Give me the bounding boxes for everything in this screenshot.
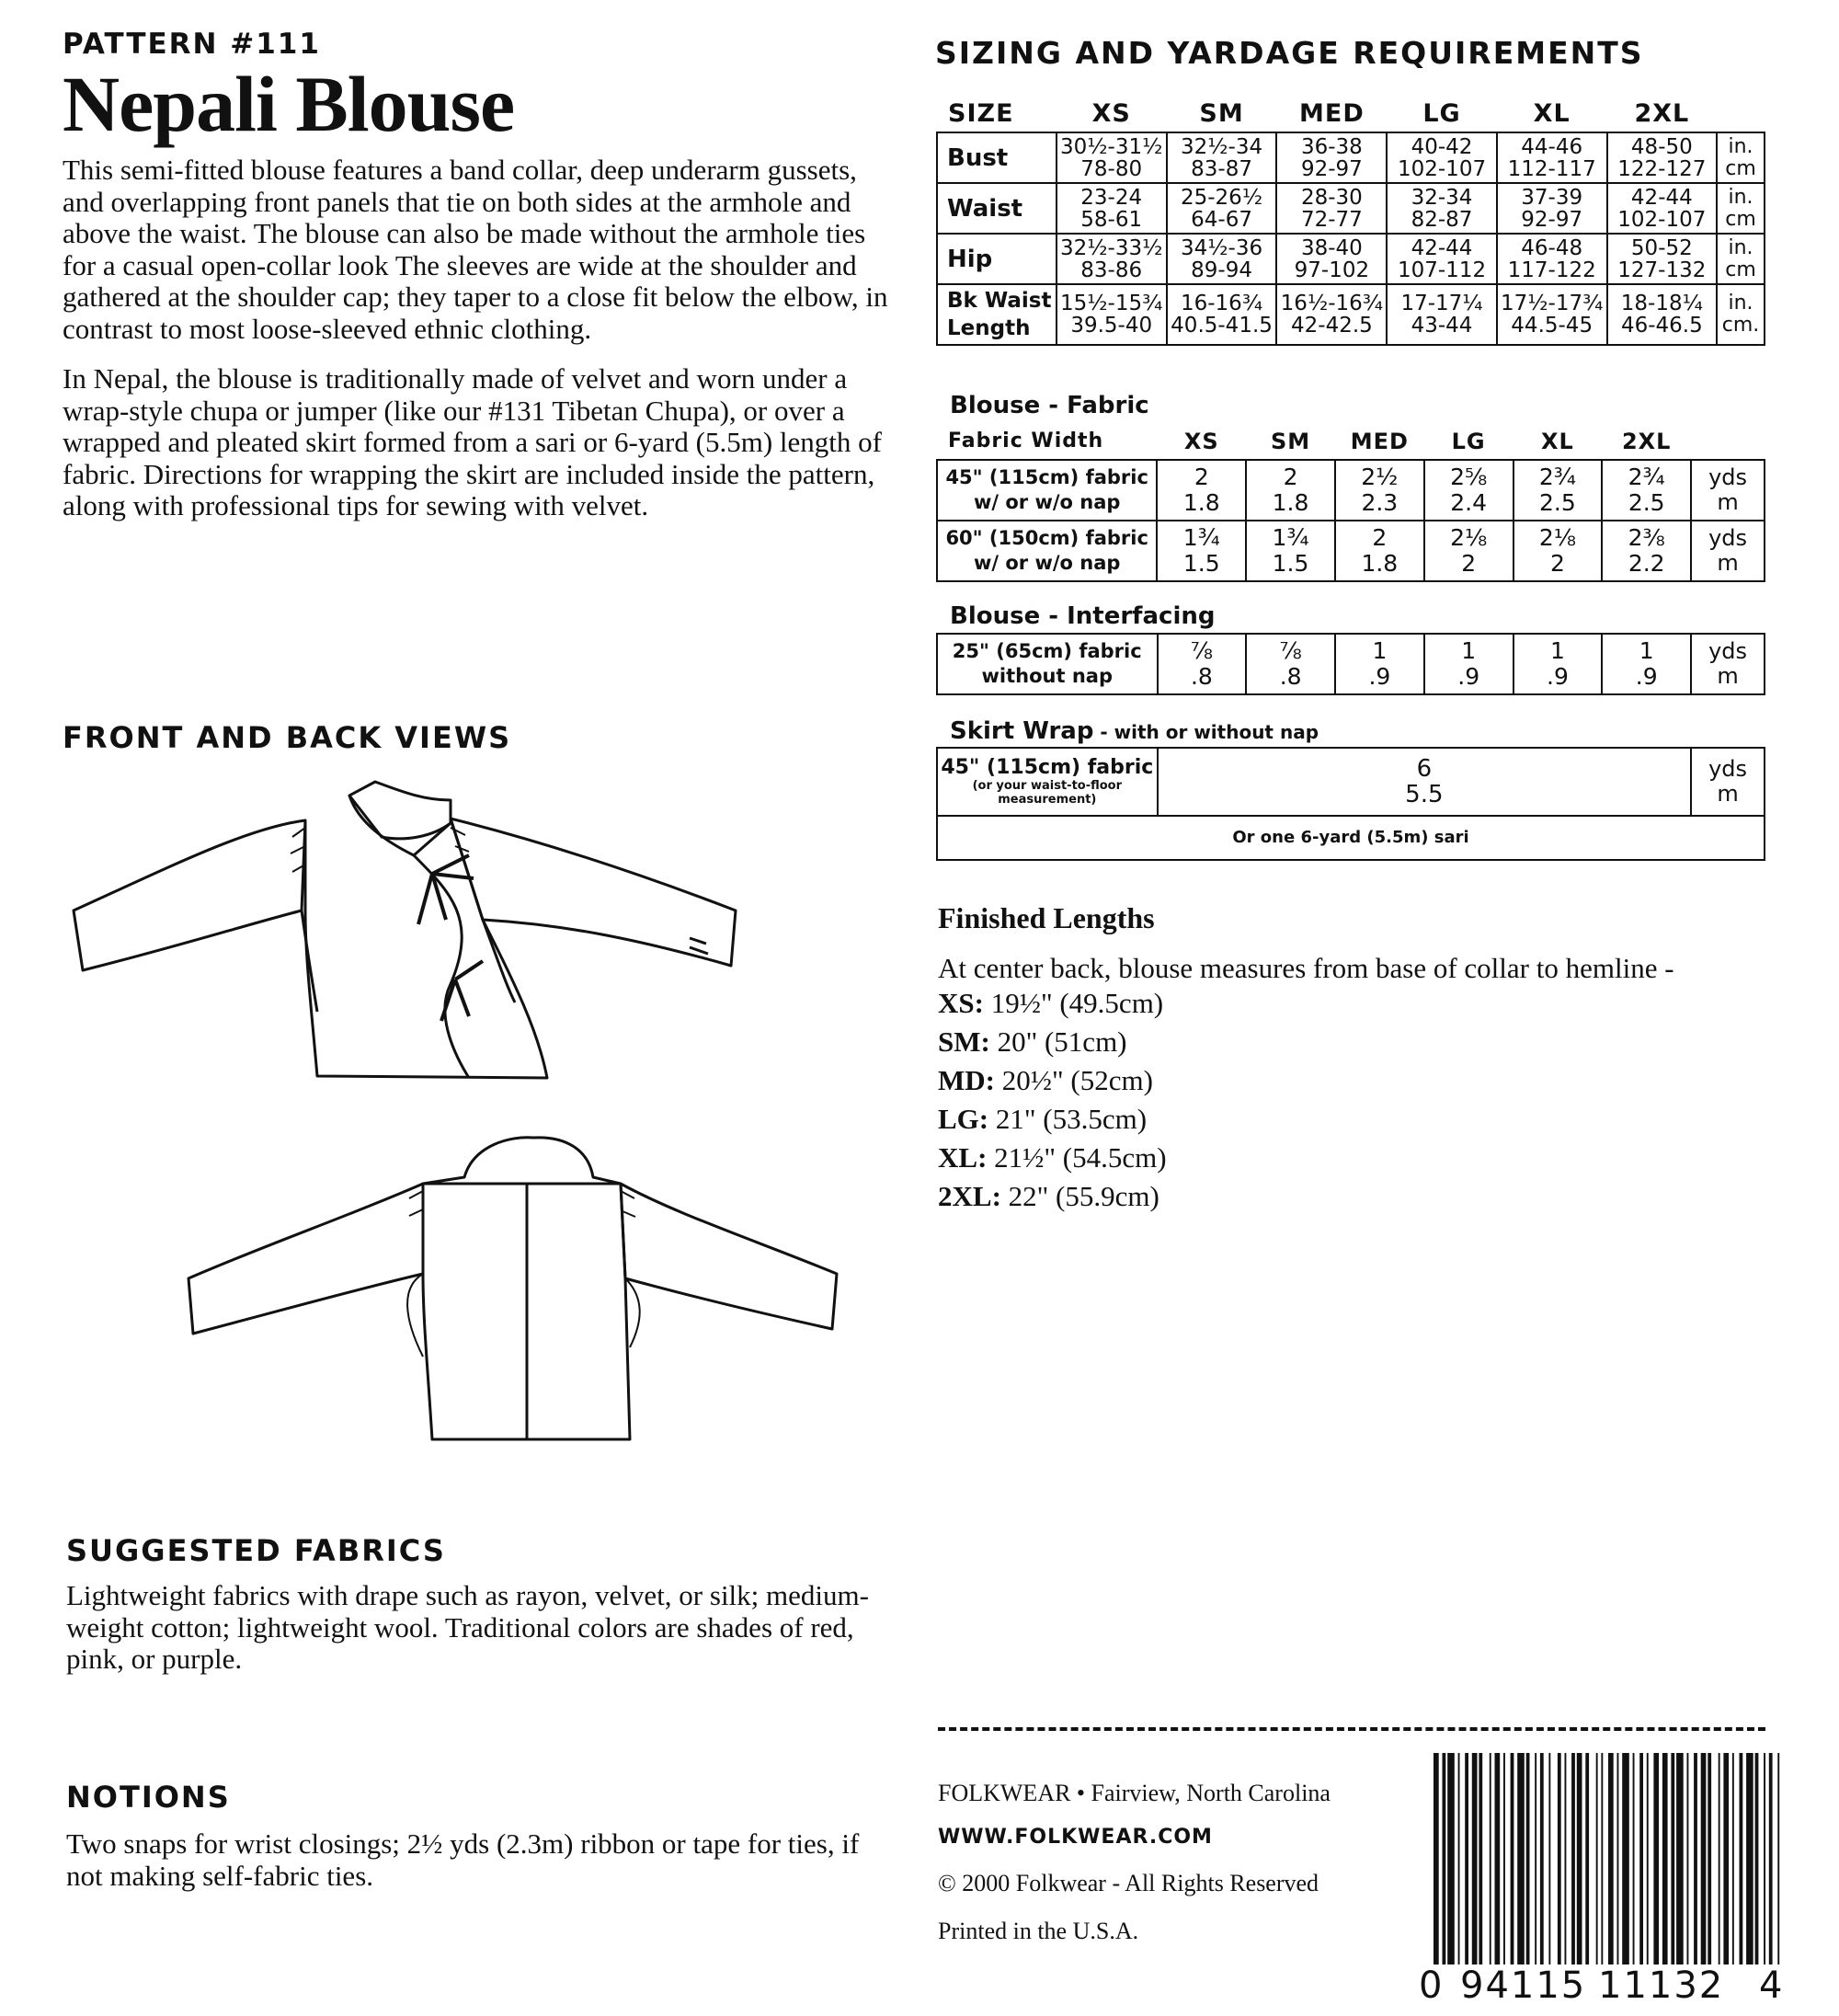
barcode-bar [1639,1753,1643,1964]
cell-line-1: yds [1708,638,1748,664]
skirt-wrap-value-cell [1158,748,1691,816]
measurement-row [937,132,1765,183]
size-header: MED [1350,428,1409,454]
cell-line-1: 16-16¾ [1180,292,1263,315]
measurement-cell [1167,183,1277,234]
barcode-bar [1535,1753,1536,1964]
barcode-bar [1622,1753,1629,1964]
cell-line-1: 32½-34 [1180,134,1263,159]
measurement-cell [1057,234,1167,284]
skirt-wrap-label-cell [937,748,1158,816]
finished-size: MD: [938,1064,995,1096]
size-header: XS [1091,98,1131,128]
skirt-wrap-sub-2: measurement) [998,793,1097,807]
blouse-fabric-heading: Blouse - Fabric [950,392,1149,419]
barcode-bar [1687,1753,1689,1964]
page-title: Nepali Blouse [63,60,515,148]
barcode-bar [1585,1753,1589,1964]
barcode-bar [1633,1753,1635,1964]
barcode-bar [1764,1753,1765,1964]
measurement-cell [1497,234,1607,284]
cell-line-2: 44.5-45 [1511,314,1593,338]
barcode-bar [1647,1753,1649,1964]
barcode-bar [1601,1753,1603,1964]
cell-line-2: 107-112 [1397,258,1487,282]
skirt-wrap-m: 5.5 [1405,781,1444,808]
cell-line-2: 112-117 [1507,156,1596,181]
barcode-bar [1447,1753,1455,1964]
cell-line-2: 102-107 [1617,207,1707,232]
interfacing-table [936,633,1765,695]
measurement-row [937,284,1765,345]
barcode-bar [1676,1753,1684,1964]
measurement-cell [1387,183,1496,234]
cell-line-2: 46-46.5 [1620,314,1703,338]
yardage-cell [1246,634,1335,694]
finished-length-row [938,984,1765,1023]
cell-line-1: 32½-33½ [1059,235,1163,260]
blouse-fabric-table [936,423,1765,582]
measurement-cell [1607,234,1717,284]
cell-line-1: 1¾ [1182,524,1220,551]
cell-line-1: 2¾ [1538,464,1576,490]
cell-line-2: 1.8 [1272,489,1309,516]
cell-line-1: 2⅜ [1628,524,1665,551]
barcode-bar [1517,1753,1525,1964]
measurement-cell [1167,284,1277,345]
yardage-cell [1424,521,1513,581]
cell-line-2: 2.4 [1450,489,1488,516]
size-header: SM [1199,98,1244,128]
cell-line-1: 1 [1372,637,1388,664]
unit-cell [1717,284,1765,345]
fabric-header-row [937,423,1765,460]
cell-line-1: 17-17¼ [1400,292,1483,315]
description-paragraph: This semi-fitted blouse features a band collar, deep underarm gussets, and overlapping front panels that tie on both sides at the armhole and above the waist. The blouse can also be made without the armhole ties for a casual open-collar look The sleeves are wide at the shoulder and gathered at the shoulder cap; they taper to a close fit below the elbow, in contrast to most loose-sleeved ethnic clothing. [63,154,888,345]
barcode-bar [1719,1753,1720,1964]
size-header-row [937,96,1765,132]
cell-line-1: 2¾ [1628,464,1665,490]
yardage-cell [1513,521,1603,581]
cell-line-1: ⅞ [1279,637,1302,664]
unit-cell [1717,132,1765,183]
barcode-bar [1495,1753,1501,1964]
measurement-cell [1497,132,1607,183]
yardage-cell [1335,460,1424,521]
finished-length-row [938,1139,1765,1177]
measurement-cell [1497,183,1607,234]
cell-line-1: 34½-36 [1180,235,1263,260]
size-header: 2XL [1621,428,1672,454]
cell-line-1: 2 [1194,464,1209,490]
unit-cell [1691,521,1765,581]
yardage-label-cell [937,521,1157,581]
cell-line-2: 2.5 [1628,489,1665,516]
size-header: SM [1270,428,1311,454]
cell-line-2: 102-107 [1397,156,1487,181]
yardage-cell [1158,634,1247,694]
barcode-bar [1740,1753,1743,1964]
barcode-bar [1694,1753,1697,1964]
barcode-bar [1617,1753,1619,1964]
finished-size: LG: [938,1103,989,1135]
notions-heading: NOTIONS [66,1780,231,1815]
unit-yds: yds [1708,756,1748,782]
size-header: XS [1183,428,1219,454]
cell-line-2: 127-132 [1617,258,1707,282]
cell-line-2: Length [947,316,1031,340]
cell-line-1: 32-34 [1411,185,1473,210]
yardage-cell [1157,521,1246,581]
cell-line-1: 44-46 [1521,134,1583,159]
finished-length-row [938,1177,1765,1216]
yardage-cell [1246,460,1335,521]
barcode-bar [1558,1753,1561,1964]
measurement-label-cell: Waist [937,183,1057,234]
cell-line-1: in. [1728,292,1753,315]
barcode-bar [1596,1753,1598,1964]
barcode-bar [1746,1753,1753,1964]
barcode-bar [1548,1753,1550,1964]
barcode-bar [1540,1753,1544,1964]
skirt-wrap-heading [950,717,1319,745]
skirt-wrap-footer-row [937,816,1765,860]
barcode-bar [1490,1753,1491,1964]
cell-line-1: in. [1728,134,1753,158]
yardage-row [937,460,1765,521]
cell-line-1: ⅞ [1190,637,1213,664]
cell-line-2: .9 [1547,663,1569,690]
finished-length-row [938,1100,1765,1139]
measurement-cell [1276,183,1387,234]
size-header: LG [1422,98,1461,128]
cell-line-1: 30½-31½ [1059,134,1163,159]
body-measurements-table [936,96,1765,346]
cell-line-2: 2 [1461,550,1477,577]
skirt-wrap-sub-1: (or your waist-to-floor [972,779,1123,793]
yardage-cell [1335,634,1424,694]
measurement-cell [1057,284,1167,345]
cell-line-1: 28-30 [1300,185,1363,210]
cell-line-1: 46-48 [1521,235,1583,260]
cell-line-2: 39.5-40 [1070,314,1153,338]
cell-line-1: 2⅛ [1538,524,1576,551]
measurement-cell [1607,183,1717,234]
cell-line-2: 40.5-41.5 [1171,314,1273,338]
finished-intro: At center back, blouse measures from base of collar to hemline - [938,952,1674,984]
cell-line-1: 25" (65cm) fabric [952,640,1142,662]
skirt-wrap-title: Skirt Wrap [950,717,1094,745]
measurement-cell [1276,234,1387,284]
cell-line-2: .9 [1457,663,1480,690]
cell-line-1: 1 [1549,637,1565,664]
cell-line-1: 50-52 [1630,235,1693,260]
measurement-cell [1387,284,1496,345]
unit-cell [1717,183,1765,234]
cell-line-2: 2.2 [1628,550,1665,577]
yardage-label-cell [937,634,1158,694]
views-heading: FRONT AND BACK VIEWS [63,720,512,755]
barcode-bar [1565,1753,1567,1964]
cell-line-1: 42-44 [1411,235,1473,260]
back-view-drawing [179,1127,841,1458]
finished-value: 21" (53.5cm) [988,1103,1148,1135]
unit-cell [1691,460,1765,521]
cell-line-1: 15½-15¾ [1059,292,1163,315]
barcode-bar [1479,1753,1482,1964]
measurement-label-cell: Hip [937,234,1057,284]
barcode [1430,1753,1784,1964]
measurement-cell [1607,284,1717,345]
yardage-cell [1424,460,1513,521]
measurement-cell [1387,234,1496,284]
unit-cell [1717,234,1765,284]
measurement-cell [1497,284,1607,345]
skirt-wrap-row [937,748,1765,816]
skirt-wrap-unit-cell [1691,748,1765,816]
measurement-cell [1057,132,1167,183]
finished-size: XS: [938,987,984,1019]
finished-rows [938,984,1765,1216]
barcode-left-digits: 94115 [1460,1964,1587,2007]
finished-value: 20½" (52cm) [994,1064,1153,1096]
cell-line-2: 92-97 [1521,207,1583,232]
footer-website: WWW.FOLKWEAR.COM [938,1826,1213,1849]
cell-line-2: 64-67 [1191,207,1252,232]
barcode-bar [1526,1753,1530,1964]
cell-line-2: .8 [1279,663,1302,690]
cell-line-1: 48-50 [1630,134,1693,159]
yardage-cell [1513,460,1603,521]
cell-line-2: w/ or w/o nap [973,552,1121,574]
barcode-bar [1769,1753,1773,1964]
cell-line-2: 1.5 [1182,550,1220,577]
barcode-bar [1755,1753,1759,1964]
cell-line-1: 25-26½ [1180,185,1263,210]
cell-line-2: cm [1725,207,1756,231]
finished-value: 20" (51cm) [989,1025,1127,1058]
cell-line-2: 78-80 [1080,156,1143,181]
yardage-row [937,521,1765,581]
pattern-number: PATTERN #111 [63,28,321,61]
finished-size: 2XL: [938,1180,1001,1212]
skirt-wrap-label: 45" (115cm) fabric [941,756,1154,779]
unit-m: m [1717,781,1739,807]
cell-line-2: 72-77 [1300,207,1363,232]
cell-line-1: 2⅝ [1450,464,1488,490]
cell-line-2: 58-61 [1080,207,1143,232]
cell-line-2: w/ or w/o nap [973,491,1121,513]
cell-line-1: 23-24 [1080,185,1143,210]
barcode-bar [1577,1753,1582,1964]
size-header: 2XL [1634,98,1690,128]
barcode-bar [1434,1753,1439,1964]
dashed-divider [938,1727,1765,1731]
cell-line-2: 97-102 [1294,258,1370,282]
barcode-bar [1503,1753,1505,1964]
measurement-label-cell [937,284,1057,345]
cell-line-2: .9 [1368,663,1391,690]
footer-printed: Printed in the U.S.A. [938,1918,1139,1944]
yardage-cell [1602,460,1691,521]
measurement-cell [1057,183,1167,234]
yardage-cell [1513,634,1603,694]
cell-line-1: in. [1728,185,1753,209]
barcode-bar [1511,1753,1514,1964]
cell-line-1: in. [1728,235,1753,259]
barcode-bar [1723,1753,1729,1964]
cell-line-2: cm. [1721,314,1760,337]
size-header: LG [1451,428,1486,454]
yardage-label-cell [937,460,1157,521]
fabrics-text: Lightweight fabrics with drape such as rayon, velvet, or silk; medium-weight cotton; lightweight wool. Traditional colors are shades of red, pink, or purple. [66,1579,869,1675]
barcode-bar [1465,1753,1468,1964]
finished-size: XL: [938,1141,988,1174]
notions-text: Two snaps for wrist closings; 2½ yds (2.3m) ribbon or tape for ties, if not making self-fabric ties. [66,1827,860,1892]
cell-line-2: .8 [1190,663,1213,690]
cell-line-2: 2.3 [1361,489,1399,516]
cell-line-2: 92-97 [1300,156,1363,181]
measurement-row [937,183,1765,234]
barcode-bar [1777,1753,1779,1964]
barcode-bar [1443,1753,1446,1964]
cell-line-1: 17½-17¾ [1500,292,1604,315]
barcode-bar [1571,1753,1575,1964]
yardage-cell [1157,460,1246,521]
cell-line-1: yds [1708,525,1748,551]
cell-line-2: .9 [1635,663,1658,690]
measurement-row [937,234,1765,284]
finished-lengths [938,901,1765,1216]
cell-line-2: 117-122 [1507,258,1596,282]
size-header: XL [1541,428,1574,454]
cell-line-2: 1.8 [1182,489,1220,516]
cell-line-1: Bk Waist [947,289,1052,313]
footer-copyright: © 2000 Folkwear - All Rights Reserved [938,1870,1319,1896]
cell-line-1: yds [1708,464,1748,490]
cell-line-2: 83-86 [1080,258,1143,282]
cell-line-1: 2⅛ [1450,524,1488,551]
cell-line-2: m [1717,489,1739,515]
unit-cell [1691,634,1765,694]
barcode-bar [1608,1753,1614,1964]
cell-line-2: m [1717,550,1739,576]
cell-line-1: 1 [1461,637,1477,664]
yardage-row [937,634,1765,694]
barcode-bar [1662,1753,1668,1964]
cell-line-1: 16½-16¾ [1280,292,1384,315]
cell-line-2: 1.5 [1272,550,1309,577]
yardage-cell [1602,521,1691,581]
cell-line-2: 89-94 [1191,258,1252,282]
cell-line-2: 82-87 [1411,207,1473,232]
sizing-heading: SIZING AND YARDAGE REQUIREMENTS [935,35,1644,71]
barcode-bar [1732,1753,1734,1964]
measurement-cell [1276,284,1387,345]
cell-line-2: 2 [1549,550,1565,577]
barcode-bar [1472,1753,1478,1964]
finished-value: 22" (55.9cm) [1000,1180,1159,1212]
finished-heading: Finished Lengths [938,901,1155,934]
finished-length-row [938,1023,1765,1061]
cell-line-2: without nap [981,665,1113,687]
cell-line-1: 18-18¼ [1620,292,1703,315]
cell-line-1: 37-39 [1521,185,1583,210]
size-header: XL [1533,98,1571,128]
size-header: MED [1299,98,1365,128]
finished-length-row [938,1061,1765,1100]
cell-line-1: 2 [1283,464,1298,490]
cell-line-2: 2.5 [1539,489,1576,516]
cell-line-2: 83-87 [1191,156,1252,181]
measurement-cell [1387,132,1496,183]
cell-line-2: 122-127 [1617,156,1707,181]
measurement-cell [1607,132,1717,183]
skirt-wrap-footer: Or one 6-yard (5.5m) sari [937,816,1765,860]
fabrics-heading: SUGGESTED FABRICS [66,1533,446,1568]
cell-line-1: 45" (115cm) fabric [945,466,1148,488]
cell-line-2: cm [1725,156,1756,180]
cell-line-1: 1 [1639,637,1654,664]
finished-value: 21½" (54.5cm) [987,1141,1167,1174]
cell-line-2: 43-44 [1411,314,1473,338]
yardage-cell [1424,634,1513,694]
barcode-bar [1458,1753,1460,1964]
measurement-cell [1167,234,1277,284]
barcode-bar [1701,1753,1707,1964]
front-view-drawing [64,773,745,1104]
cell-line-2: cm [1725,258,1756,281]
cell-line-1: 60" (150cm) fabric [945,527,1148,549]
barcode-bar [1653,1753,1659,1964]
cell-line-1: 2½ [1361,464,1399,490]
cell-line-1: 40-42 [1411,134,1473,159]
yardage-cell [1335,521,1424,581]
fabric-width-label: Fabric Width [948,429,1104,452]
cell-line-2: m [1717,663,1739,689]
skirt-wrap-yds: 6 [1416,755,1433,783]
finished-size: SM: [938,1025,990,1058]
skirt-wrap-note: - with or without nap [1093,721,1319,743]
cell-line-2: 42-42.5 [1291,314,1373,338]
cell-line-2: 1.8 [1361,550,1399,577]
cell-line-1: 38-40 [1300,235,1363,260]
measurement-label-cell: Bust [937,132,1057,183]
footer-company: FOLKWEAR • Fairview, North Carolina [938,1780,1331,1806]
barcode-check-digit: 4 [1759,1964,1783,2007]
description-paragraph-2: In Nepal, the blouse is traditionally made of velvet and worn under a wrap-style chupa or jumper (like our #131 Tibetan Chupa), or over a wrapped and pleated skirt formed from a sari or 6-yard (5.5m) length of fabric. Directions for wrapping the skirt are included inside the pattern, along with professional tips for sewing with velvet. [63,362,882,521]
yardage-cell [1246,521,1335,581]
measurement-cell [1276,132,1387,183]
blouse-interfacing-heading: Blouse - Interfacing [950,602,1216,630]
barcode-bar [1671,1753,1674,1964]
left-column [63,28,890,522]
barcode-bar [1708,1753,1711,1964]
barcode-lead-digit: 0 [1419,1964,1443,2007]
cell-line-1: 2 [1372,524,1388,551]
measurement-cell [1167,132,1277,183]
barcode-right-digits: 11132 [1598,1964,1725,2007]
cell-line-1: 36-38 [1300,134,1363,159]
skirt-wrap-table [936,747,1765,861]
cell-line-1: 1¾ [1272,524,1309,551]
cell-line-1: 42-44 [1630,185,1693,210]
finished-value: 19½" (49.5cm) [983,987,1164,1019]
size-label: SIZE [948,98,1014,128]
yardage-cell [1602,634,1691,694]
